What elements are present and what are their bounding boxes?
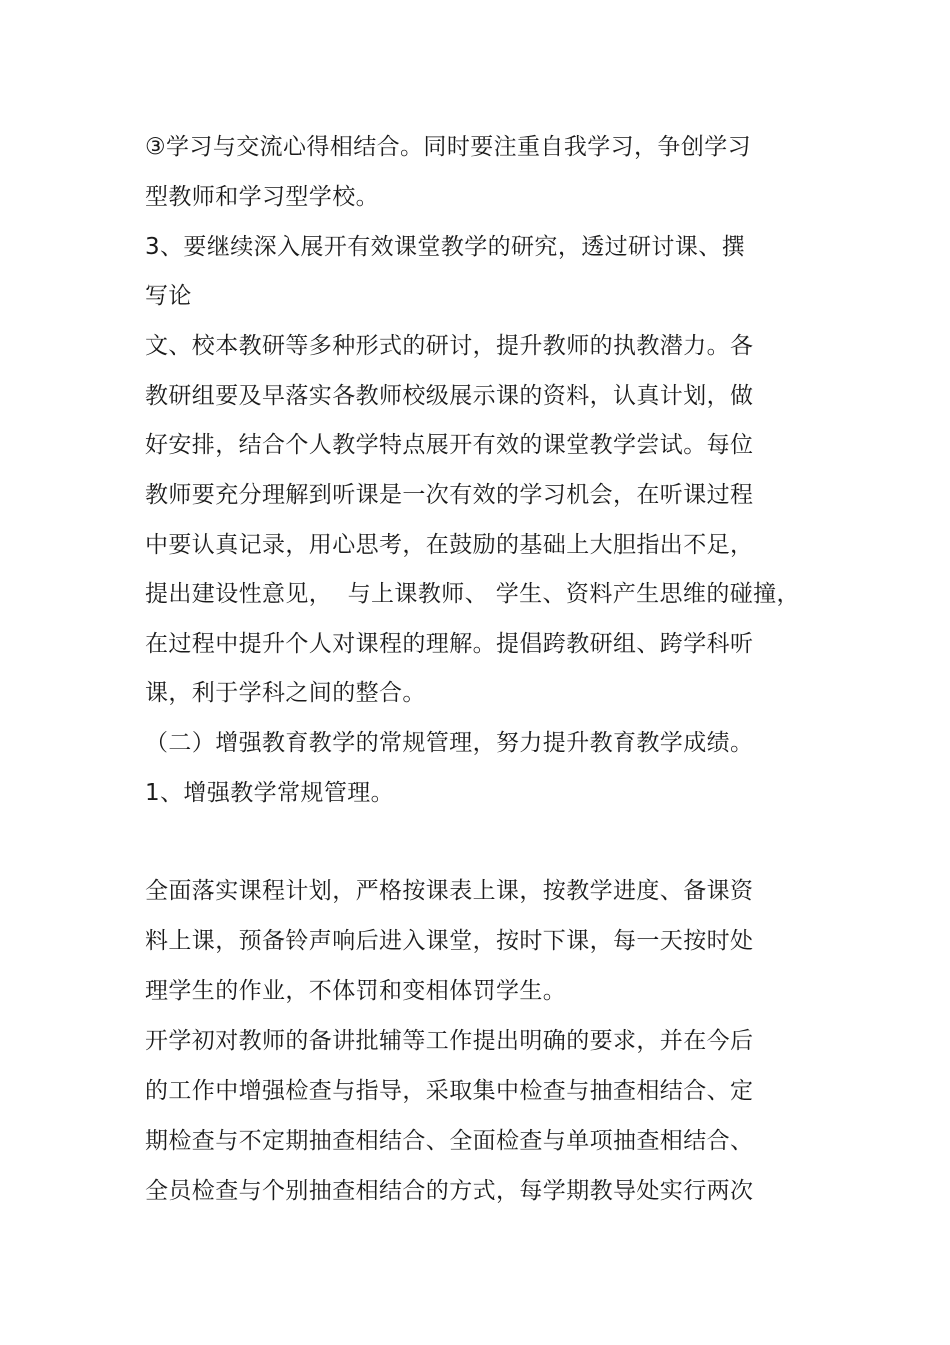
text-line: 写论 [145, 283, 192, 309]
section-heading: （二）增强教育教学的常规管理，努力提升教育教学成绩。 [145, 730, 754, 756]
text-line: 中要认真记录，用心思考，在鼓励的基础上大胆指出不足， [145, 532, 754, 558]
text-line: 提出建设性意见， 与上课教师、 学生、资料产生思维的碰撞， [145, 581, 800, 607]
text-line: 教研组要及早落实各教师校级展示课的资料，认真计划，做 [145, 383, 754, 409]
text-line: 的工作中增强检查与指导，采取集中检查与抽查相结合、定 [145, 1078, 754, 1104]
text-line: 好安排，结合个人教学特点展开有效的课堂教学尝试。每位 [145, 432, 754, 458]
text-line: 教师要充分理解到听课是一次有效的学习机会，在听课过程 [145, 482, 754, 508]
text-line: 型教师和学习型学校。 [145, 184, 379, 210]
text-line: 3、要继续深入展开有效课堂教学的研究，透过研讨课、撰 [145, 234, 746, 260]
text-line: ③学习与交流心得相结合。同时要注重自我学习，争创学习 [145, 134, 752, 160]
text-line: 全面落实课程计划，严格按课表上课，按教学进度、备课资 [145, 878, 754, 904]
text-line: 期检查与不定期抽查相结合、全面检查与单项抽查相结合、 [145, 1128, 754, 1154]
subsection-heading: 1、增强教学常规管理。 [145, 780, 395, 806]
text-line: 开学初对教师的备讲批辅等工作提出明确的要求，并在今后 [145, 1028, 754, 1054]
text-line: 料上课，预备铃声响后进入课堂，按时下课，每一天按时处 [145, 928, 754, 954]
text-line: 文、校本教研等多种形式的研讨，提升教师的执教潜力。各 [145, 333, 754, 359]
text-line: 课，利于学科之间的整合。 [145, 680, 426, 706]
text-line: 在过程中提升个人对课程的理解。提倡跨教研组、跨学科听 [145, 631, 754, 657]
text-line: 全员检查与个别抽查相结合的方式，每学期教导处实行两次 [145, 1178, 754, 1204]
text-line: 理学生的作业，不体罚和变相体罚学生。 [145, 978, 567, 1004]
